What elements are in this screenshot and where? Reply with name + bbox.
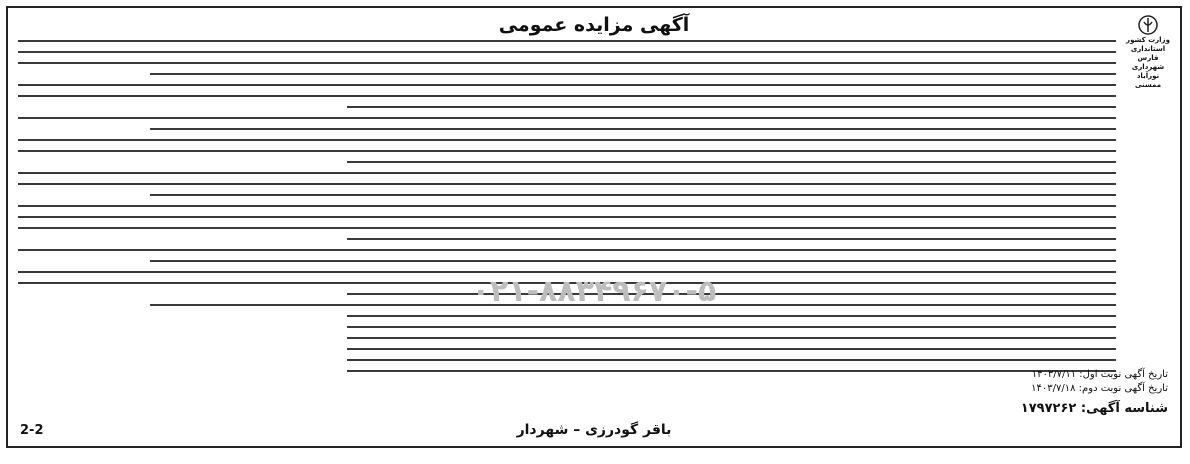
notice-title: آگهی مزایده عمومی (498, 14, 690, 36)
text-line (150, 194, 1116, 196)
text-line (18, 62, 1116, 64)
text-line (150, 128, 1116, 130)
text-line (347, 359, 1116, 361)
text-line (347, 326, 1116, 328)
second-publish-date: تاریخ آگهی نوبت دوم: ۱۴۰۳/۷/۱۸ (1031, 383, 1168, 394)
text-line (18, 117, 1116, 119)
text-line (347, 348, 1116, 350)
text-line (18, 40, 1116, 42)
notice-number: شناسه آگهی: ۱۷۹۷۲۶۲ (1020, 401, 1168, 416)
text-line (18, 205, 1116, 207)
logo-caption: وزارت کشور استانداری فارس شهرداری نورآباد ممسنی (1126, 36, 1170, 89)
text-line (347, 337, 1116, 339)
text-line (347, 315, 1116, 317)
text-line (347, 106, 1116, 108)
signature: باقر گودرزی – شهردار (516, 422, 672, 438)
text-line (150, 260, 1116, 262)
text-line (18, 227, 1116, 229)
text-line (18, 84, 1116, 86)
notice-document (6, 6, 1182, 448)
text-line (18, 271, 1116, 273)
first-publish-date: تاریخ آگهی نوبت اول: ۱۴۰۳/۷/۱۱ (1031, 369, 1168, 380)
text-line (18, 95, 1116, 97)
text-line (18, 150, 1116, 152)
notice-body (18, 40, 1116, 380)
text-line (347, 238, 1116, 240)
text-line (150, 73, 1116, 75)
text-line (347, 161, 1116, 163)
text-line (18, 172, 1116, 174)
text-line (18, 249, 1116, 251)
publish-dates (1031, 368, 1168, 396)
text-line (347, 370, 1116, 372)
text-line (18, 51, 1116, 53)
text-line (347, 293, 1116, 295)
text-line (18, 282, 1116, 284)
text-line (18, 139, 1116, 141)
text-line (150, 304, 1116, 306)
text-line (18, 183, 1116, 185)
phone-watermark: ۰۲۱-۸۸۳۴۹۶۷۰-۵ (471, 274, 717, 309)
page-marker: 2-2 (20, 423, 44, 438)
text-line (18, 216, 1116, 218)
